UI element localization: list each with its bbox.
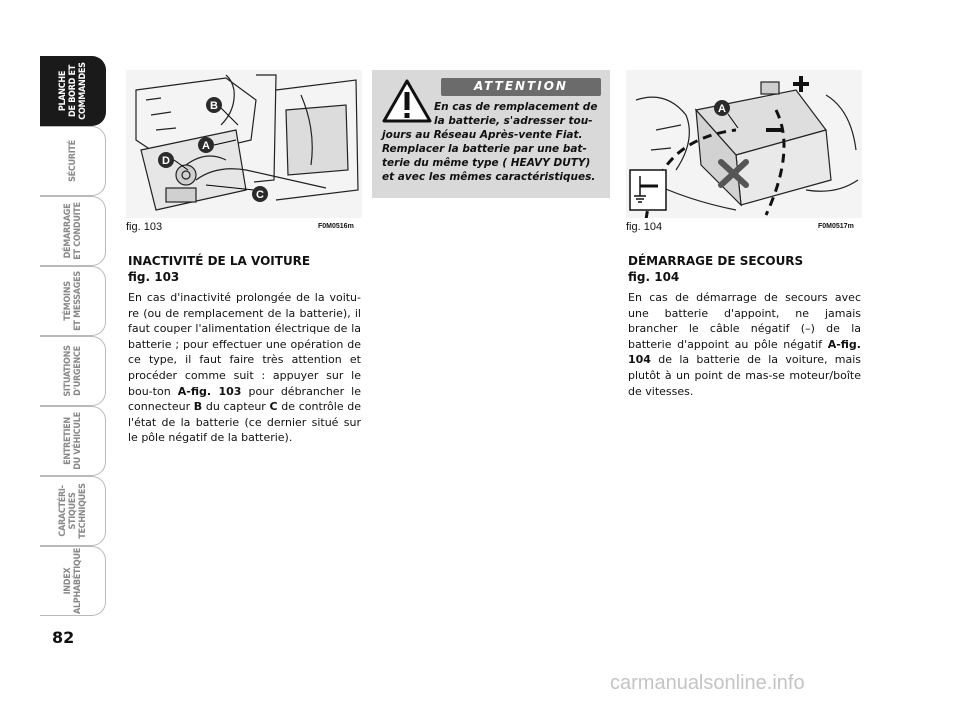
tab-index[interactable] bbox=[40, 546, 106, 616]
ref-c: C bbox=[269, 400, 278, 414]
watermark: carmanualsonline.info bbox=[610, 672, 805, 694]
figure-103-code: F0M0516m bbox=[318, 223, 354, 230]
section-fig-ref: fig. 104 bbox=[628, 270, 680, 284]
figure-104-code: F0M0517m bbox=[818, 223, 854, 230]
warning-text-first: En cas de remplacement de la batterie, s'adresser tou- bbox=[434, 101, 598, 127]
fig-ref-a: A-fig. 104 bbox=[628, 337, 861, 367]
tab-label: SITUATIONS D'URGENCE bbox=[62, 345, 83, 397]
jump-start-drawing bbox=[626, 70, 862, 218]
tab-situations[interactable] bbox=[40, 336, 106, 406]
tab-label: CARACTÉRI- STIQUES TECHNIQUES bbox=[57, 483, 88, 539]
label-a: A bbox=[718, 103, 726, 115]
label-b: B bbox=[210, 100, 218, 112]
text-run: En cas d'inactivité prolongée de la voitu-re (ou de remplacement de la batterie), il faut couper l'alimentation électrique de la batterie ; pour effectuer une opération de ce type, il faut faire très attention et procéder comme suit : appuyer sur le bou-ton bbox=[128, 291, 361, 398]
section-fig-ref: fig. 103 bbox=[128, 270, 180, 284]
tab-planche-de-bord[interactable] bbox=[40, 56, 106, 126]
tab-label: DÉMARRAGE ET CONDUITE bbox=[62, 202, 83, 260]
paragraph-inactivite bbox=[128, 290, 361, 446]
tab-label: TÉMOINS ET MESSAGES bbox=[62, 271, 83, 331]
warning-header bbox=[441, 78, 601, 96]
warning-triangle-icon bbox=[382, 79, 432, 123]
tab-label: SÉCURITÉ bbox=[67, 140, 78, 182]
figure-103-caption: fig. 103 bbox=[126, 221, 163, 233]
tab-temoins[interactable] bbox=[40, 266, 106, 336]
text-run: pour débrancher le connecteur bbox=[128, 384, 362, 414]
battery-connector-drawing bbox=[126, 70, 362, 218]
paragraph-demarrage bbox=[628, 290, 861, 399]
label-c: C bbox=[256, 189, 264, 201]
figure-104-illustration bbox=[626, 70, 862, 218]
tab-entretien[interactable] bbox=[40, 406, 106, 476]
warning-box bbox=[372, 70, 610, 198]
figure-103-illustration bbox=[126, 70, 362, 218]
warning-header-label: ATTENTION bbox=[474, 79, 568, 93]
tab-label: PLANCHE DE BORD ET COMMANDES bbox=[57, 62, 88, 120]
section-title-demarrage: DÉMARRAGE DE SECOURS bbox=[628, 254, 804, 268]
text-run: En cas de démarrage de secours avec une batterie d'appoint, ne jamais brancher le câble négatif (–) de la batterie d'appoint au pôle négatif bbox=[628, 291, 861, 351]
tab-label: ENTRETIEN DU VÉHICULE bbox=[62, 412, 83, 470]
tab-securite[interactable] bbox=[40, 126, 106, 196]
text-run: du capteur bbox=[202, 400, 270, 414]
tab-label: INDEX ALPHABÉTIQUE bbox=[62, 547, 83, 615]
page-number: 82 bbox=[52, 628, 75, 647]
ref-b: B bbox=[193, 400, 203, 414]
text-run: de contrôle de l'état de la batterie (ce dernier situé sur le pôle négatif de la batterie). bbox=[128, 400, 362, 445]
figure-104-caption: fig. 104 bbox=[626, 221, 663, 233]
text-run: de la batterie de la voiture, mais plutôt à un point de mas-se moteur/boîte de vitesses. bbox=[628, 353, 861, 398]
label-a: A bbox=[202, 140, 210, 152]
tab-demarrage[interactable] bbox=[40, 196, 106, 266]
label-d: D bbox=[162, 155, 170, 167]
tab-caracteristiques[interactable] bbox=[40, 476, 106, 546]
warning-text-rest: jours au Réseau Après-vente Fiat. Remplacer la batterie par une bat-terie du même type ( HEAVY DUTY) et avec les mêmes caractéristiques. bbox=[382, 129, 596, 183]
section-title-inactivite: INACTIVITÉ DE LA VOITURE bbox=[128, 254, 311, 268]
fig-ref-a: A-fig. 103 bbox=[177, 384, 242, 398]
